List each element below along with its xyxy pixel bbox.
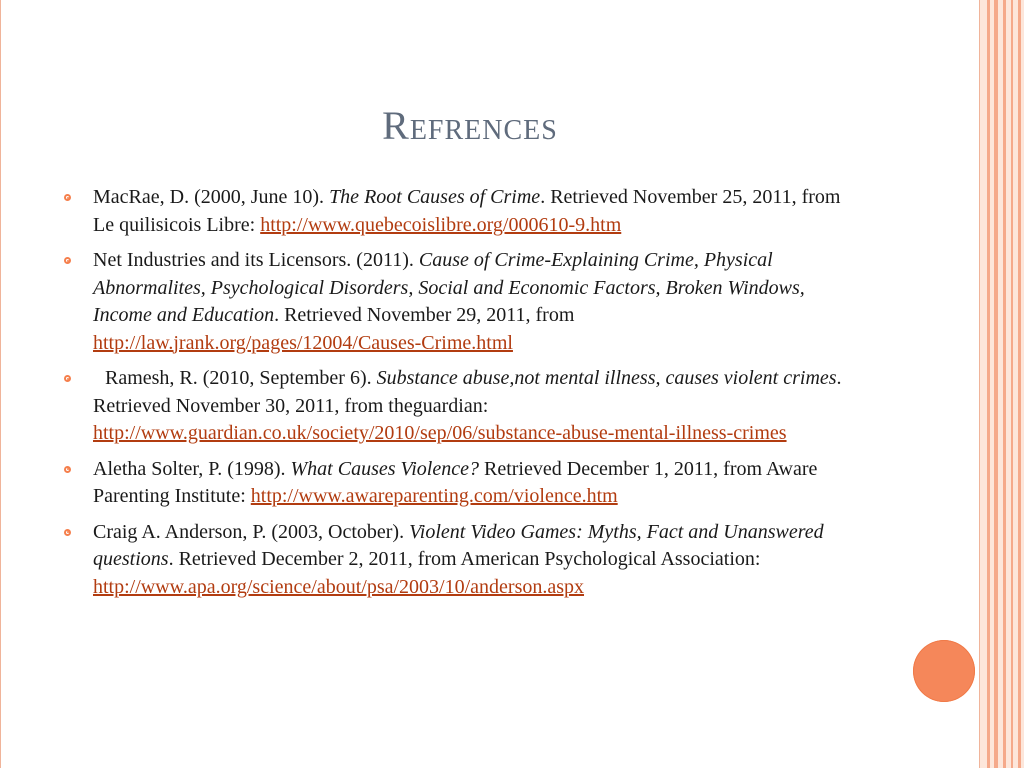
- reference-retrieval: . Retrieved November 30, 2011, from theguardian:: [93, 367, 842, 417]
- reference-item: [64, 519, 854, 602]
- reference-retrieval: . Retrieved December 2, 2011, from American Psychological Association:: [168, 548, 761, 570]
- decorative-stripe: [1003, 0, 1006, 768]
- decorative-circle: [913, 640, 975, 702]
- reference-author-date: Net Industries and its Licensors. (2011).: [93, 249, 419, 271]
- decorative-stripe: [994, 0, 998, 768]
- reference-link[interactable]: http://law.jrank.org/pages/12004/Causes-Crime.html: [93, 331, 513, 354]
- reference-link[interactable]: http://www.guardian.co.uk/society/2010/sep/06/substance-abuse-mental-illness-crimes: [93, 422, 787, 444]
- bullet-icon: [64, 466, 71, 473]
- reference-author-date: MacRae, D. (2000, June 10).: [93, 186, 330, 208]
- reference-work-title: Violent Video Games: Myths, Fact and Unanswered questions: [93, 520, 824, 570]
- reference-retrieval: . Retrieved November 29, 2011, from: [274, 304, 575, 326]
- reference-link[interactable]: http://www.apa.org/science/about/psa/2003/10/anderson.aspx: [93, 575, 585, 598]
- reference-item: [64, 365, 854, 448]
- reference-author-date: Ramesh, R. (2010, September 6).: [105, 367, 377, 389]
- decorative-stripe-band: [980, 0, 1024, 768]
- reference-item: [64, 247, 854, 357]
- reference-retrieval: Retrieved December 1, 2011, from Aware Parenting Institute:: [93, 457, 818, 507]
- bullet-icon: [64, 529, 71, 536]
- reference-link[interactable]: http://www.awareparenting.com/violence.htm: [250, 485, 618, 507]
- reference-list: [64, 184, 854, 609]
- reference-author-date: Aletha Solter, P. (1998).: [93, 457, 291, 480]
- reference-item: [64, 184, 854, 239]
- slide-title: Refrences: [382, 103, 558, 148]
- reference-link[interactable]: http://www.quebecoislibre.org/000610-9.htm: [260, 213, 622, 236]
- decorative-stripe: [1018, 0, 1021, 768]
- bullet-icon: [64, 257, 71, 264]
- bullet-icon: [64, 375, 71, 382]
- reference-work-title: The Root Causes of Crime: [329, 186, 541, 208]
- bullet-icon: [64, 194, 71, 201]
- reference-work-title: Substance abuse,not mental illness, causes violent crimes: [376, 367, 837, 389]
- decorative-stripe: [987, 0, 990, 768]
- reference-author-date: Craig A. Anderson, P. (2003, October).: [93, 520, 410, 543]
- reference-item: [64, 456, 854, 511]
- decorative-stripe: [1011, 0, 1013, 768]
- reference-retrieval: . Retrieved November 25, 2011, from Le quilisicois Libre:: [93, 186, 841, 236]
- reference-work-title: What Causes Violence?: [290, 457, 479, 480]
- reference-work-title: Cause of Crime-Explaining Crime, Physical Abnormalites, Psychological Disorders, Social and Economic Factors, Broken Windows, Income and Education: [93, 249, 805, 326]
